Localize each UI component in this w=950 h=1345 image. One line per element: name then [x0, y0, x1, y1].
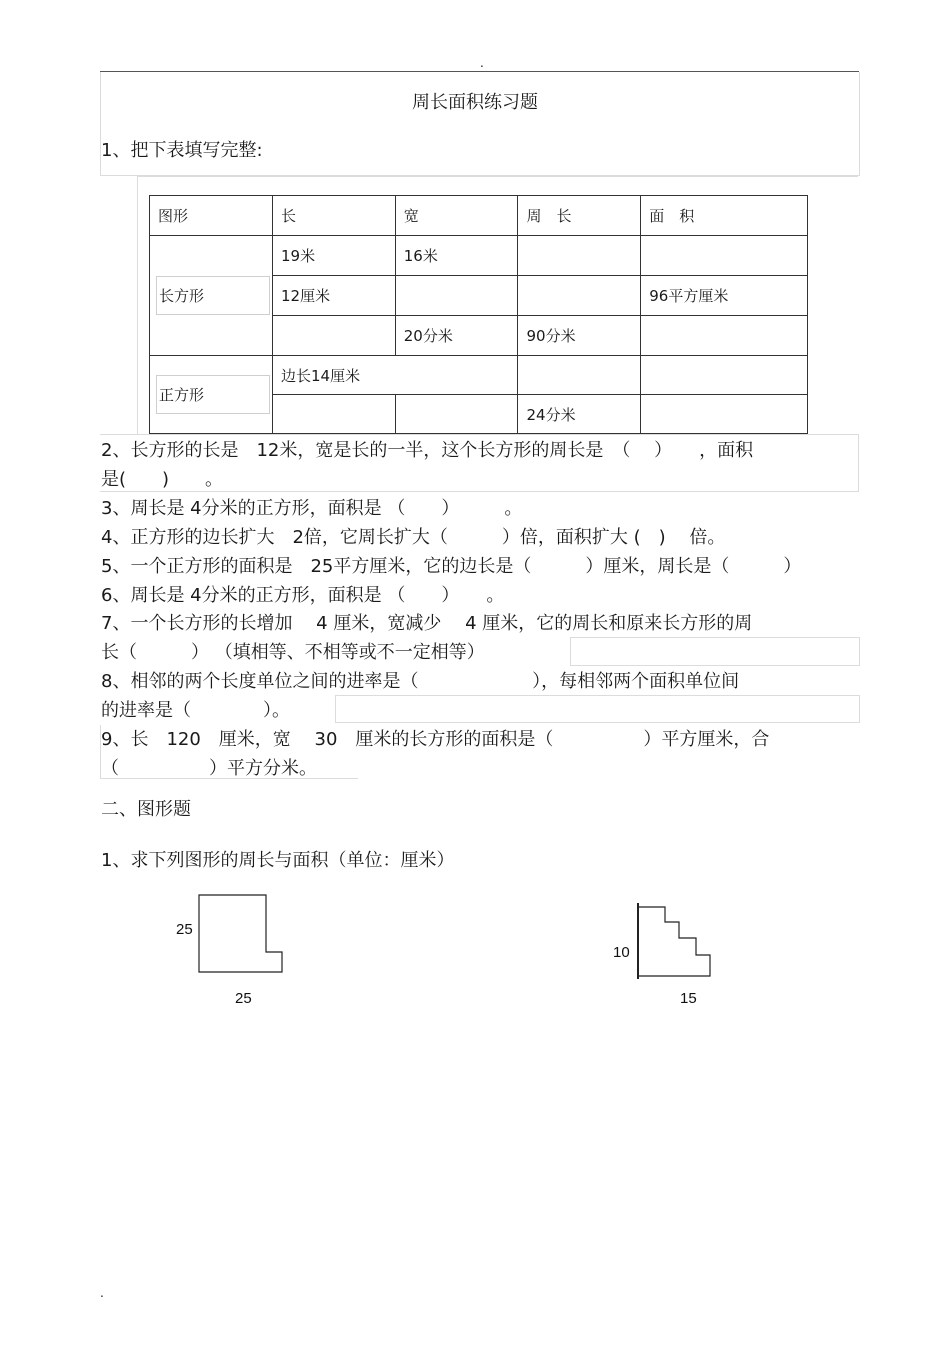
figure1-notched-rectangle — [160, 880, 320, 1020]
table-cell: 12厘米 — [272, 276, 395, 316]
question-line: 5、一个正方形的面积是 25平方厘米，它的边长是（ ）厘米，周长是（ ） — [101, 556, 802, 577]
q1-heading: 1、把下表填写完整: — [101, 140, 263, 161]
table-header: 面 积 — [641, 196, 808, 236]
question-line: 7、一个长方形的长增加 4 厘米，宽减少 4 厘米，它的周长和原来长方形的周 — [101, 613, 753, 634]
question-line: 是( ) 。 — [101, 469, 224, 490]
q7-frame — [570, 637, 860, 666]
table-cell — [518, 356, 641, 395]
question-line: 4、正方形的边长扩大 2倍，它周长扩大（ ）倍，面积扩大 ( ) 倍。 — [101, 527, 726, 548]
table-cell: 16米 — [395, 236, 518, 276]
table-cell: 19米 — [272, 236, 395, 276]
table-cell — [641, 395, 808, 434]
section2-q1: 1、求下列图形的周长与面积（单位：厘米） — [101, 850, 455, 871]
question-line: 8、相邻的两个长度单位之间的进率是（ ），每相邻两个面积单位间 — [101, 671, 740, 692]
section2-heading: 二、图形题 — [101, 799, 191, 820]
question-line: 6、周长是 4分米的正方形，面积是 （ ） 。 — [101, 585, 505, 606]
page-title: 周长面积练习题 — [412, 92, 538, 113]
question-line: 3、周长是 4分米的正方形，面积是 （ ） 。 — [101, 498, 523, 519]
table-cell — [272, 316, 395, 356]
table-cell — [641, 316, 808, 356]
figure1-bottom-label: 25 — [235, 990, 252, 1007]
figure2-side-label: 10 — [613, 944, 630, 961]
figure2-outline — [638, 907, 710, 976]
figure2-bottom-label: 15 — [680, 990, 697, 1007]
fill-in-table — [149, 195, 808, 434]
header-dot: . — [480, 56, 484, 70]
table-cell — [641, 236, 808, 276]
table-header-row — [150, 196, 808, 236]
table-cell: 24分米 — [518, 395, 641, 434]
figure1-side-label: 25 — [176, 921, 193, 938]
figure1-outline — [199, 895, 282, 972]
table-cell — [395, 276, 518, 316]
question-line: 9、长 120 厘米，宽 30 厘米的长方形的面积是（ ）平方厘米，合 — [101, 729, 770, 750]
table-row — [150, 356, 808, 395]
square-label: 正方形 — [156, 375, 270, 414]
table-header: 周 长 — [518, 196, 641, 236]
question-line: 长（ ） （填相等、不相等或不一定相等） — [101, 642, 485, 663]
table-cell: 边长14厘米 — [272, 356, 518, 395]
table-cell: 90分米 — [518, 316, 641, 356]
question-line: 2、长方形的长是 12米，宽是长的一半，这个长方形的周长是 （ ） ，面积 — [101, 440, 754, 461]
rect-label-cell — [150, 236, 273, 356]
table-cell: 20分米 — [395, 316, 518, 356]
figure2-staircase — [600, 895, 750, 1020]
table-cell — [272, 395, 395, 434]
table-row — [150, 236, 808, 276]
rect-label: 长方形 — [156, 276, 270, 315]
table-header: 长 — [272, 196, 395, 236]
table-cell — [518, 236, 641, 276]
table-header: 图形 — [150, 196, 273, 236]
square-label-cell — [150, 356, 273, 434]
footer-dot: . — [100, 1286, 104, 1300]
table-cell — [518, 276, 641, 316]
table-cell — [641, 356, 808, 395]
question-line: （ ）平方分米。 — [101, 758, 317, 779]
table-header: 宽 — [395, 196, 518, 236]
question-line: 的进率是（ ）。 — [101, 700, 290, 721]
table-cell — [395, 395, 518, 434]
table-cell: 96平方厘米 — [641, 276, 808, 316]
q8-frame — [335, 695, 860, 723]
